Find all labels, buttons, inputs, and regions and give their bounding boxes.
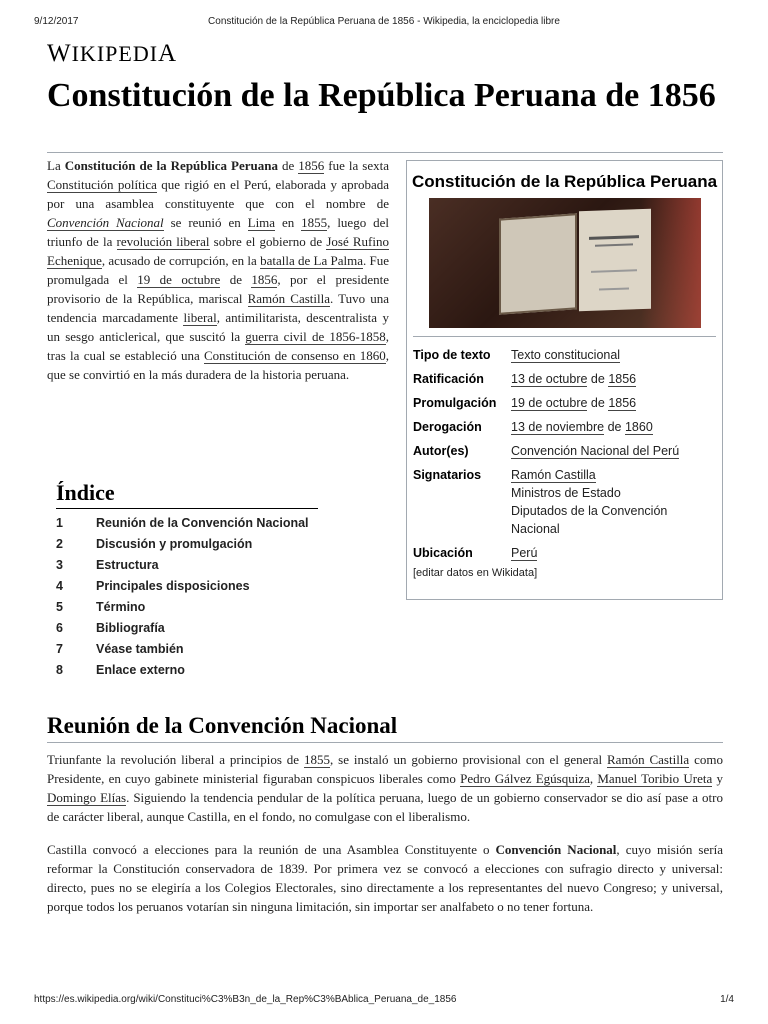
link-pedro-galvez[interactable]: Pedro Gálvez Egúsquiza <box>460 771 590 786</box>
print-date: 9/12/2017 <box>34 16 79 27</box>
link-1855[interactable]: 1855 <box>301 215 328 230</box>
print-footer <box>34 994 734 1008</box>
link-batalla-la-palma[interactable]: batalla de La Palma <box>260 253 363 268</box>
link-1860[interactable]: 1860 <box>624 420 653 434</box>
link-ramon-castilla-s1[interactable]: Ramón Castilla <box>607 752 690 767</box>
infobox-table <box>413 343 716 565</box>
print-url: https://es.wikipedia.org/wiki/Constituci%C3%B3n_de_la_Rep%C3%BAblica_Peruana_de_1856 <box>34 994 457 1005</box>
infobox-row-signatarios: Signatarios Ramón Castilla Ministros de Estado Diputados de la Convención Nacional <box>413 468 668 536</box>
link-1856[interactable]: 1856 <box>298 158 325 173</box>
infobox-divider <box>413 336 716 337</box>
edit-wikidata-link[interactable]: [editar datos en Wikidata] <box>413 567 538 579</box>
infobox-row-promulgacion: Promulgación 19 de octubre de 1856 <box>413 396 637 410</box>
section-paragraph-2: Castilla convocó a elecciones para la reunión de una Asamblea Constituyente o Convención Nacional, cuyo misión sería reformar la Constitución conservadora de 1839. Por primera vez se convocó a elecciones con sufragio directo y universal: directo, pues no se elegiría a los Colegios Electorales, sino directamente a los representantes del nuevo Congreso; y universal, porque todos los peruanos votarían sin ninguna limitación, sin importar ser analfabeto o no tener fortuna. <box>47 842 723 914</box>
toc-list <box>56 513 346 681</box>
link-echenique[interactable]: José Rufino Echenique <box>47 234 389 268</box>
toc-item[interactable]: 4 Principales disposiciones <box>56 579 250 593</box>
link-19-octubre-ib[interactable]: 19 de octubre <box>511 396 588 410</box>
link-convencion-nacional[interactable]: Convención Nacional <box>47 215 164 230</box>
infobox-row-tipo: Tipo de texto Texto constitucional <box>413 348 621 362</box>
toc-divider <box>56 508 318 509</box>
infobox-title: Constitución de la República Peruana <box>411 172 718 191</box>
link-13-noviembre[interactable]: 13 de noviembre <box>511 420 605 434</box>
print-title: Constitución de la República Peruana de 1856 - Wikipedia, la enciclopedia libre <box>208 16 560 27</box>
link-domingo-elias[interactable]: Domingo Elías <box>47 790 127 805</box>
title-divider <box>47 152 723 153</box>
link-ramon-castilla[interactable]: Ramón Castilla <box>247 291 330 306</box>
toc-title: Índice <box>56 480 115 505</box>
link-1856-ratif[interactable]: 1856 <box>608 372 637 386</box>
toc-item[interactable]: 8 Enlace externo <box>56 663 185 677</box>
link-1855-s1[interactable]: 1855 <box>303 752 330 767</box>
wikipedia-logo[interactable]: WIKIPEDIA <box>47 40 178 67</box>
link-guerra-civil[interactable]: guerra civil de 1856-1858 <box>245 329 386 344</box>
print-header <box>34 16 734 30</box>
toc-item[interactable]: 3 Estructura <box>56 558 159 572</box>
link-1856-b[interactable]: 1856 <box>251 272 278 287</box>
section-paragraph-1: Triunfante la revolución liberal a principios de 1855, se instaló un gobierno provisional con el general Ramón Castilla como Presidente, en cuyo gabinete ministerial figuraban conspicuos liberales como Pedro Gálvez Egúsquiza, Manuel Toribio Ureta y Domingo Elías. Siguiendo la tendencia pendular de la política peruana, luego de un gobierno conservador se dio así pase a otro de carácter liberal, aunque Castilla, en el fondo, no comulgase con el liberalismo. <box>47 752 723 824</box>
link-revolucion-liberal[interactable]: revolución liberal <box>116 234 210 249</box>
link-1856-prom[interactable]: 1856 <box>608 396 637 410</box>
infobox-row-ubicacion: Ubicación Perú <box>413 546 538 560</box>
toc-item[interactable]: 1 Reunión de la Convención Nacional <box>56 516 309 530</box>
section-divider <box>47 742 723 743</box>
lead-paragraph: La Constitución de la República Peruana de 1856 fue la sexta Constitución política que rigió en el Perú, elaborada y aprobada por una asamblea constituyente que con el nombre de Convención Nacional se reunió en Lima en 1855, luego del triunfo de la revolución liberal sobre el gobierno de José Rufino Echenique, acusado de corrupción, en la batalla de La Palma. Fue promulgada el 19 de octubre de 1856, por el presidente provisorio de la República, mariscal Ramón Castilla. Tuvo una tendencia marcadamente liberal, antimilitarista, descentralista y un sesgo anticlerical, que suscitó la guerra civil de 1856-1858, tras la cual se estableció una Constitución de consenso en 1860, que se convirtió en la más duradera de la historia peruana. <box>47 158 390 382</box>
link-19-octubre[interactable]: 19 de octubre <box>137 272 221 287</box>
lead-bold-title: Constitución de la República Peruana <box>64 158 278 173</box>
link-13-octubre[interactable]: 13 de octubre <box>511 372 588 386</box>
toc-item[interactable]: 5 Término <box>56 600 146 614</box>
infobox-row-ratificacion: Ratificación 13 de octubre de 1856 <box>413 372 637 386</box>
link-liberal[interactable]: liberal <box>183 310 217 325</box>
link-convencion-nacional-peru[interactable]: Convención Nacional del Perú <box>511 444 680 458</box>
link-manuel-toribio-ureta[interactable]: Manuel Toribio Ureta <box>597 771 713 786</box>
infobox-row-autor: Autor(es) Convención Nacional del Perú <box>413 444 680 458</box>
page-title: Constitución de la República Peruana de 1856 <box>47 77 716 114</box>
link-constitucion-politica[interactable]: Constitución política <box>47 177 157 192</box>
link-lima[interactable]: Lima <box>247 215 276 230</box>
link-texto-constitucional[interactable]: Texto constitucional <box>511 348 621 362</box>
bold-convencion-nacional: Convención Nacional <box>495 842 617 857</box>
infobox-row-derogacion: Derogación 13 de noviembre de 1860 <box>413 420 653 434</box>
print-page-number: 1/4 <box>720 994 734 1005</box>
link-constitucion-1860[interactable]: Constitución de consenso en 1860 <box>204 348 386 363</box>
constitution-book-image[interactable] <box>429 198 701 328</box>
link-ramon-castilla-ib[interactable]: Ramón Castilla <box>511 468 596 482</box>
toc-item[interactable]: 2 Discusión y promulgación <box>56 537 253 551</box>
link-peru[interactable]: Perú <box>511 546 538 560</box>
section-heading: Reunión de la Convención Nacional <box>47 713 398 738</box>
toc-item[interactable]: 6 Bibliografía <box>56 621 165 635</box>
infobox <box>406 160 723 600</box>
toc-item[interactable]: 7 Véase también <box>56 642 184 656</box>
